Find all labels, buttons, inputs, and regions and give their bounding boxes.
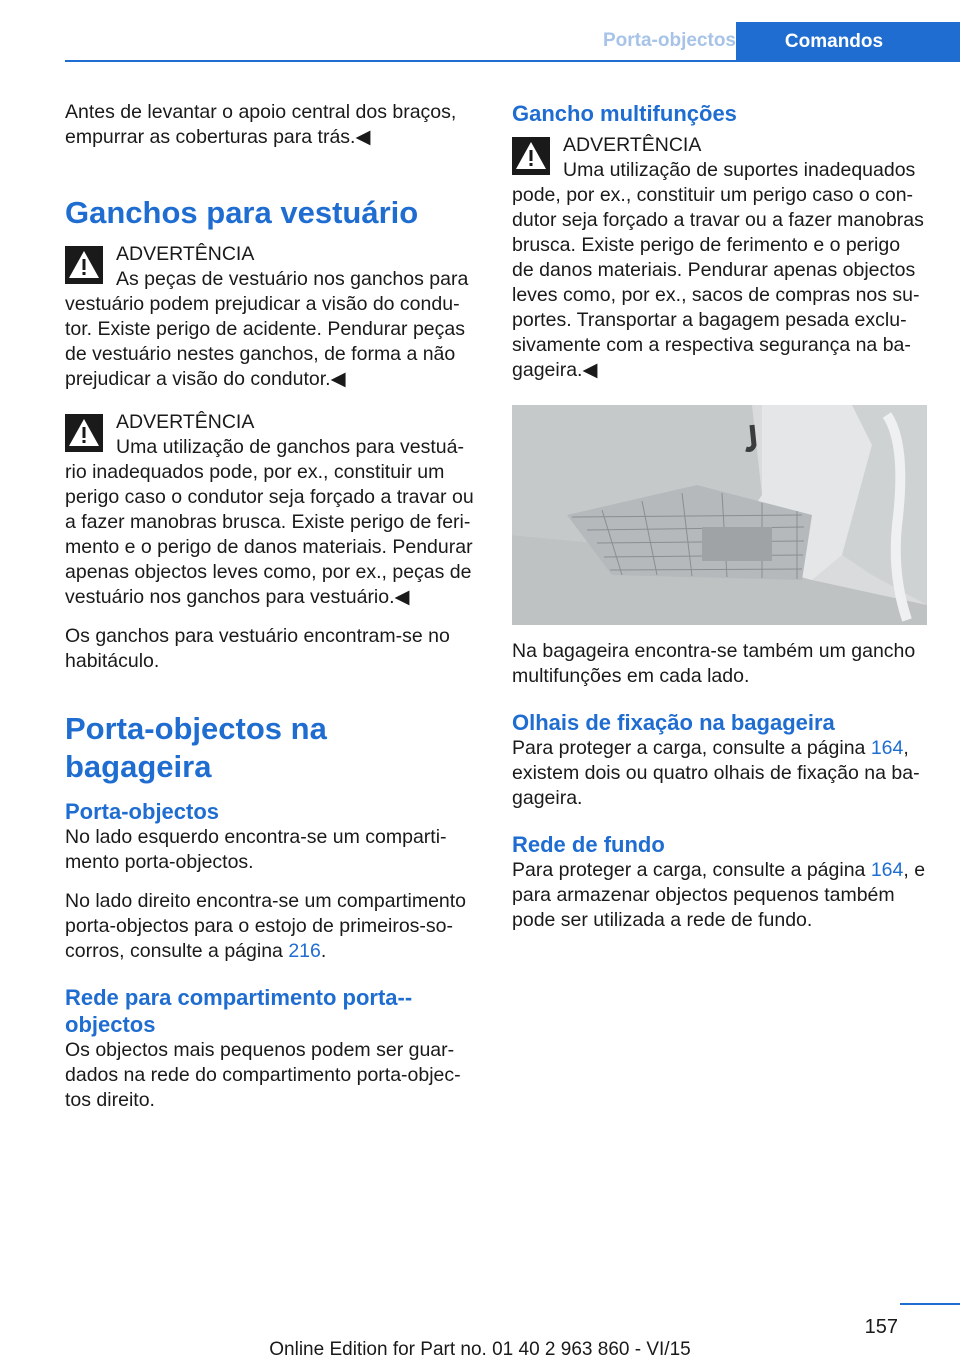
header-chapter-tab bbox=[736, 22, 960, 62]
warning-3-title: ADVERTÊNCIA bbox=[563, 134, 702, 156]
warning-icon bbox=[65, 246, 103, 284]
page-link-216[interactable]: 216 bbox=[288, 940, 321, 962]
header-rule bbox=[65, 60, 960, 62]
warning-1-first-line: As peças de vestuário nos ganchos para bbox=[116, 268, 469, 290]
warning-1-text: vestuário podem prejudicar a visão do condu-tor. Existe perigo de acidente. Pendurar peças de vestuário nestes ganchos, de forma a não prejudicar a visão do condutor.◀ bbox=[65, 293, 465, 390]
warning-1-title: ADVERTÊNCIA bbox=[116, 243, 255, 265]
rede-fundo-paragraph bbox=[512, 858, 927, 933]
right-column bbox=[512, 100, 927, 933]
photo-caption: Na bagageira encontra-se também um gancho multifunções em cada lado. bbox=[512, 640, 916, 687]
rede-fundo-text-end: , e para armazenar objectos pequenos também pode ser utilizada a rede de fundo. bbox=[512, 859, 926, 931]
heading-gancho-multifuncoes: Gancho multifunções bbox=[512, 101, 737, 126]
heading-olhais-fixacao: Olhais de fixação na bagageira bbox=[512, 710, 835, 735]
heading-ganchos-vestuario: Ganchos para vestuário bbox=[65, 195, 419, 230]
warning-icon bbox=[512, 137, 550, 175]
rede-fundo-text: Para proteger a carga, consulte a página bbox=[512, 859, 871, 881]
warning-3-text: pode, por ex., constituir um perigo caso o con-dutor seja forçado a travar ou a fazer manobras brusca. Existe perigo de ferimento e o perigo de danos materiais. Pendurar apenas objectos leves como, por ex., sacos de compras nos su-portes. Transportar a bagagem pesada exclu-sivamente com a respectiva segurança na ba-gageira.◀ bbox=[512, 184, 924, 381]
warning-block-1 bbox=[65, 242, 480, 392]
page-link-164[interactable]: 164 bbox=[870, 737, 904, 759]
warning-icon bbox=[65, 414, 103, 452]
warning-2-first-line: Uma utilização de ganchos para vestuá- bbox=[116, 436, 464, 458]
heading-rede-fundo: Rede de fundo bbox=[512, 832, 665, 857]
porta-objectos-right-paragraph bbox=[65, 889, 480, 964]
porta-objectos-left-paragraph: No lado esquerdo encontra-se um comparti-mento porta-objectos. bbox=[65, 826, 447, 873]
left-column bbox=[65, 100, 480, 1113]
heading-rede-compartimento: Rede para compartimento porta--objectos bbox=[65, 985, 413, 1037]
porta-objectos-right-text: No lado direito encontra-se um compartimento porta-objectos para o estojo de primeiros-so-corros, consulte a página bbox=[65, 890, 467, 962]
warning-2-title: ADVERTÊNCIA bbox=[116, 411, 255, 433]
warning-2-text: rio inadequados pode, por ex., constituir um perigo caso o condutor seja forçado a travar ou a fazer manobras brusca. Existe perigo de feri-mento e o perigo de danos materiais. Pendurar apenas objectos leves como, por ex., peças de vestuário nos ganchos para vestuário.◀ bbox=[65, 461, 474, 608]
page-link-164-b[interactable]: 164 bbox=[870, 859, 904, 881]
header-chapter-label: Comandos bbox=[784, 31, 884, 52]
header-section-label: Porta-objectos bbox=[602, 30, 736, 51]
olhais-paragraph bbox=[512, 736, 927, 811]
intro-paragraph: Antes de levantar o apoio central dos braços, empurrar as coberturas para trás.◀ bbox=[65, 101, 457, 148]
warning-block-3 bbox=[512, 133, 927, 383]
edition-footer: Online Edition for Part no. 01 40 2 963 860 - VI/15 bbox=[269, 1339, 691, 1360]
ganchos-location-paragraph: Os ganchos para vestuário encontram-se no habitáculo. bbox=[65, 625, 450, 672]
heading-porta-objectos: Porta-objectos bbox=[65, 799, 220, 824]
olhais-text-end: , existem dois ou quatro olhais de fixação na ba-gageira. bbox=[512, 737, 920, 809]
page-number: 157 bbox=[864, 1316, 898, 1338]
heading-porta-objectos-bagageira: Porta-objectos na bagageira bbox=[65, 711, 327, 784]
warning-3-first-line: Uma utilização de suportes inadequados bbox=[563, 159, 916, 181]
rede-compartimento-paragraph: Os objectos mais pequenos podem ser guar-dados na rede do compartimento porta-objec-tos direito. bbox=[65, 1039, 461, 1111]
warning-block-2 bbox=[65, 410, 480, 610]
footer-rule bbox=[900, 1303, 960, 1305]
porta-objectos-right-end: . bbox=[320, 940, 327, 962]
olhais-text: Para proteger a carga, consulte a página bbox=[512, 737, 871, 759]
trunk-photo bbox=[512, 405, 927, 625]
